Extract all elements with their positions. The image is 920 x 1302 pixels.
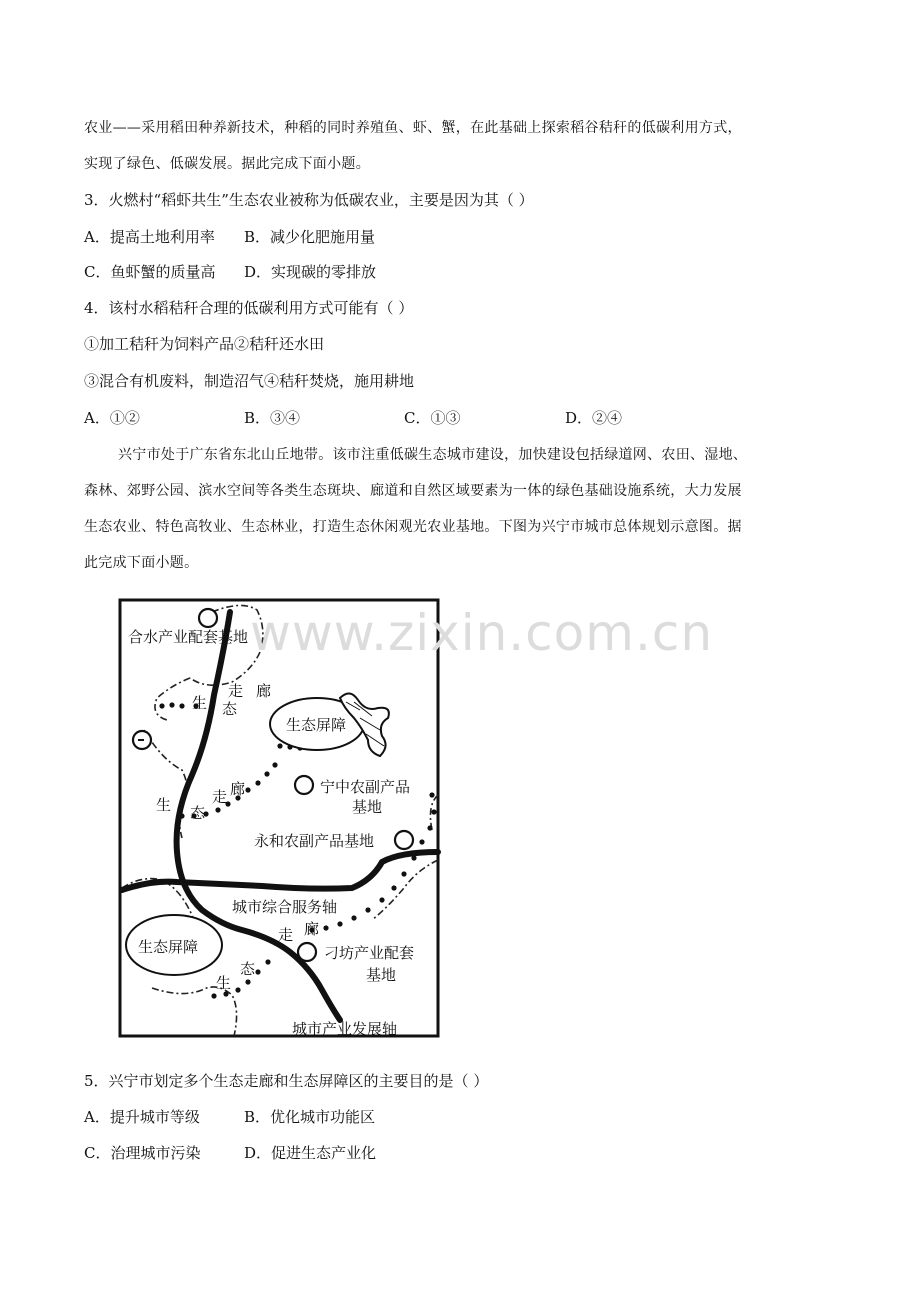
q3-stem: 3．火燃村“稻虾共生”生态农业被称为低碳农业，主要是因为其（ ）	[84, 191, 534, 209]
intro2-line4: 此完成下面小题。	[84, 555, 199, 571]
corridor-top-char-4: 廊	[256, 682, 272, 700]
ningzhong-label-1: 宁中农副产品	[320, 778, 411, 796]
corridor-bottom-char-2: 态	[240, 960, 256, 978]
service-axis-label: 城市综合服务轴	[232, 898, 338, 916]
q5-option-d: D．促进生态产业化	[244, 1144, 377, 1162]
intro2-line1: 兴宁市处于广东省东北山丘地带。该市注重低碳生态城市建设，加快建设包括绿道网、农田、湿地、	[118, 447, 748, 463]
q3-option-d: D．实现碳的零排放	[244, 263, 377, 281]
corridor-mid-char-2: 态	[190, 804, 206, 822]
ningzhong-base-marker	[295, 776, 313, 794]
yonghe-base-marker	[395, 831, 413, 849]
q5-stem: 5．兴宁市划定多个生态走廊和生态屏障区的主要目的是（ ）	[84, 1072, 489, 1090]
q4-option-d: D．②④	[565, 409, 623, 427]
q3-option-c: C．鱼虾蟹的质量高	[84, 263, 216, 281]
q3-option-a: A．提高土地利用率	[84, 228, 215, 246]
intro2-line3: 生态农业、特色高牧业、生态林业，打造生态休闲观光农业基地。下图为兴宁市城市总体规划示意图。据	[84, 519, 742, 535]
q4-items-line1: ①加工秸秆为饲料产品②秸秆还水田	[84, 335, 325, 353]
corridor-top-char-3: 走	[228, 682, 244, 700]
industry-axis-label: 城市产业发展轴	[292, 1020, 398, 1038]
diaofang-label-2: 基地	[366, 966, 397, 984]
corridor-mid-char-1: 生	[156, 796, 172, 814]
corridor-bottom-char-1: 生	[216, 974, 232, 992]
diaofang-base-marker	[298, 943, 316, 961]
corridor-top-char-2: 态	[222, 700, 238, 718]
intro1-line1: 农业——采用稻田种养新技术，种稻的同时养殖鱼、虾、蟹，在此基础上探索稻谷秸秆的低碳利用方式，	[84, 120, 742, 136]
corridor-low-char-4: 廊	[304, 920, 320, 938]
intro2-line2: 森林、郊野公园、滨水空间等各类生态斑块、廊道和自然区域要素为一体的绿色基础设施系统，大力发展	[84, 483, 742, 499]
corridor-top-char-1: 生	[192, 694, 208, 712]
barrier-top-label: 生态屏障	[286, 716, 347, 734]
corridor-mid-char-4: 廊	[230, 780, 246, 798]
q4-option-b: B．③④	[244, 409, 301, 427]
corridor-mid-char-3: 走	[212, 788, 228, 806]
intro1-line2: 实现了绿色、低碳发展。据此完成下面小题。	[84, 156, 370, 172]
corridor-low-char-3: 走	[278, 926, 294, 944]
q4-option-c: C．①③	[404, 409, 461, 427]
q5-option-b: B．优化城市功能区	[244, 1108, 376, 1126]
ningzhong-label-2: 基地	[352, 798, 383, 816]
barrier-left-label: 生态屏障	[138, 938, 199, 956]
q4-option-a: A．①②	[84, 409, 140, 427]
yonghe-label: 永和农副产品基地	[254, 832, 375, 850]
q3-option-b: B．减少化肥施用量	[244, 228, 376, 246]
q5-option-c: C．治理城市污染	[84, 1144, 201, 1162]
q4-items-line2: ③混合有机废料，制造沼气④秸秆焚烧，施用耕地	[84, 372, 415, 390]
watermark: www.zixin.com.cn	[250, 604, 714, 662]
heshui-base-marker	[199, 609, 217, 627]
q4-stem: 4．该村水稻秸秆合理的低碳利用方式可能有（ ）	[84, 299, 414, 317]
heshui-label: 合水产业配套基地	[128, 628, 249, 646]
diaofang-label-1: 刁坊产业配套	[324, 944, 415, 962]
q5-option-a: A．提升城市等级	[84, 1108, 200, 1126]
